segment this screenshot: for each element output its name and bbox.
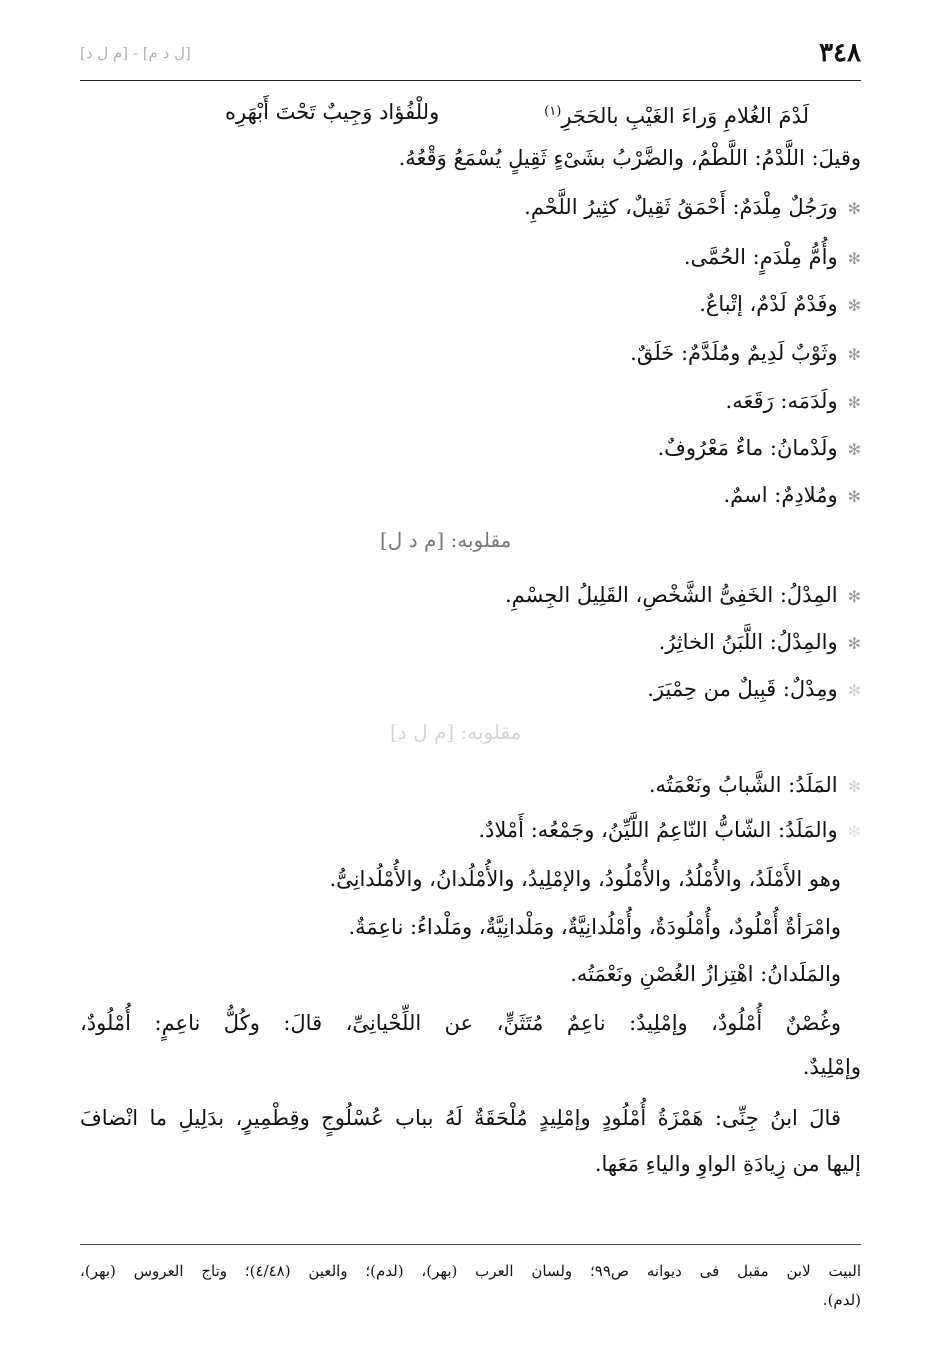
header-rule	[80, 80, 861, 81]
list-item	[505, 580, 861, 612]
footnote-line: البيت لابن مقبل فى ديوانه ص٩٩؛ ولسان العرب (بهر)، (لدم)؛ والعين (٤/٤٨)؛ وتاج العروس (بهر)،	[80, 1262, 862, 1280]
asterisk-icon: ✻	[847, 487, 861, 506]
quote-line: إليها من زِيادَةِ الواوِ والياءِ مَعَها.	[594, 1152, 861, 1176]
asterisk-icon: ✻	[847, 440, 861, 459]
quote-line: قالَ ابنُ جِنِّى: هَمْزَةُ أُمْلُودٍ وإمْلِيدٍ مُلْحَقَةٌ لَهُ بباب عُسْلُوجٍ وقِطْمِيرٍ، بدَلِيلِ ما انْضافَ	[80, 1106, 841, 1130]
footnote-line: (لدم).	[822, 1291, 861, 1309]
list-item-text: المَلَدُ: الشَّبابُ ونَعْمَتُه.	[648, 773, 838, 797]
list-item	[723, 480, 861, 512]
list-item: وهو الأَمْلَدُ، والأُمْلُدُ، والأُمْلُودُ، والإمْلِيدُ، والأُمْلُدانُ، والأُمْلُدانِىُّ.	[329, 867, 841, 891]
list-item-text: ومُلادِمٌ: اسمٌ.	[723, 483, 838, 507]
asterisk-icon: ✻	[847, 634, 861, 653]
list-item-text: ومِدْلٌ: قَبِيلٌ من حِمْيَرَ.	[647, 677, 838, 701]
list-item	[684, 242, 861, 274]
footnote-marker: (١)	[544, 104, 562, 119]
list-item: والمَلَدانُ: اهْتِزازُ الغُصْنِ ونَعْمَتُه.	[570, 962, 841, 986]
list-item-text: وأُمُّ مِلْدَمٍ: الحُمَّى.	[683, 245, 838, 269]
footnote-rule	[80, 1244, 861, 1245]
asterisk-icon: ✻	[847, 777, 861, 796]
list-item	[647, 674, 861, 706]
section-heading: مقلوبه: [م ل د]	[390, 720, 522, 744]
asterisk-icon: ✻	[847, 199, 861, 218]
verse-hemistich-right	[544, 97, 809, 131]
asterisk-icon: ✻	[847, 296, 861, 315]
list-item-text: وفَدْمٌ لَدْمٌ، إتْباعٌ.	[699, 292, 838, 316]
list-item	[657, 433, 861, 465]
asterisk-icon: ✻	[847, 822, 861, 841]
verse-text-right: لَدْمَ الغُلامِ وَراءَ الغَيْبِ بالحَجَرِ	[561, 104, 809, 128]
asterisk-icon: ✻	[847, 681, 861, 700]
list-item: وامْرَأةٌ أُمْلُودٌ، وأُمْلُودَةٌ، وأُمْلُدانِيَّةٌ، ومَلْدانِيَّةٌ، ومَلْداءُ: ناعِمَةٌ.	[348, 915, 841, 939]
verse-hemistich-left: وللْفُؤاد وَجِيبٌ تَحْتَ أَبْهَرِه	[225, 100, 440, 124]
list-item-text: ولَدْمانُ: ماءٌ مَعْرُوفٌ.	[657, 436, 838, 460]
page-header	[80, 34, 861, 74]
list-item-text: ورَجُلٌ مِلْدَمٌ: أَحْمَقُ ثَقِيلٌ، كثِيرُ اللَّحْمِ.	[524, 195, 838, 219]
list-item	[630, 338, 861, 370]
list-item	[699, 289, 861, 321]
list-item	[478, 815, 861, 847]
list-item: وإمْلِيدٌ.	[802, 1055, 861, 1079]
list-item	[726, 386, 861, 418]
list-item: وغُصْنٌ أُمْلُودٌ، وإمْلِيدٌ: ناعِمٌ مُتَثَنٍّ، عن اللِّحْيانِىِّ، قالَ: وكُلُّ ناعِمٍ: أُمْلُودٌ،	[80, 1011, 841, 1035]
list-item-text: ولَدَمَه: رَقَعَه.	[725, 389, 838, 413]
running-head: [ل د م] - [م ل د]	[80, 44, 191, 62]
page-number: ٣٤٨	[819, 38, 861, 68]
asterisk-icon: ✻	[847, 393, 861, 412]
list-item	[659, 627, 861, 659]
list-item-text: والمَلَدُ: الشّابُّ النّاعِمُ اللَّيِّنُ، وجَمْعُه: أَمْلادٌ.	[478, 818, 838, 842]
asterisk-icon: ✻	[847, 345, 861, 364]
list-item-text: والمِدْلُ: اللَّبَنُ الخاثِرُ.	[658, 630, 838, 654]
list-item	[524, 192, 861, 224]
list-item-text: وثَوْبٌ لَدِيمٌ ومُلَدَّمٌ: خَلَقٌ.	[630, 341, 838, 365]
body-line: وقيلَ: اللَّدْمُ: اللَّطْمُ، والضَّرْبُ بشَىْءٍ ثَقِيلٍ يُسْمَعُ وَقْعُهُ.	[398, 146, 861, 170]
list-item	[649, 770, 861, 802]
section-heading: مقلوبه: [م د ل]	[380, 528, 512, 552]
asterisk-icon: ✻	[847, 587, 861, 606]
list-item-text: المِدْلُ: الخَفِىُّ الشَّخْصِ، القَلِيلُ الجِسْمِ.	[504, 583, 838, 607]
asterisk-icon: ✻	[847, 249, 861, 268]
